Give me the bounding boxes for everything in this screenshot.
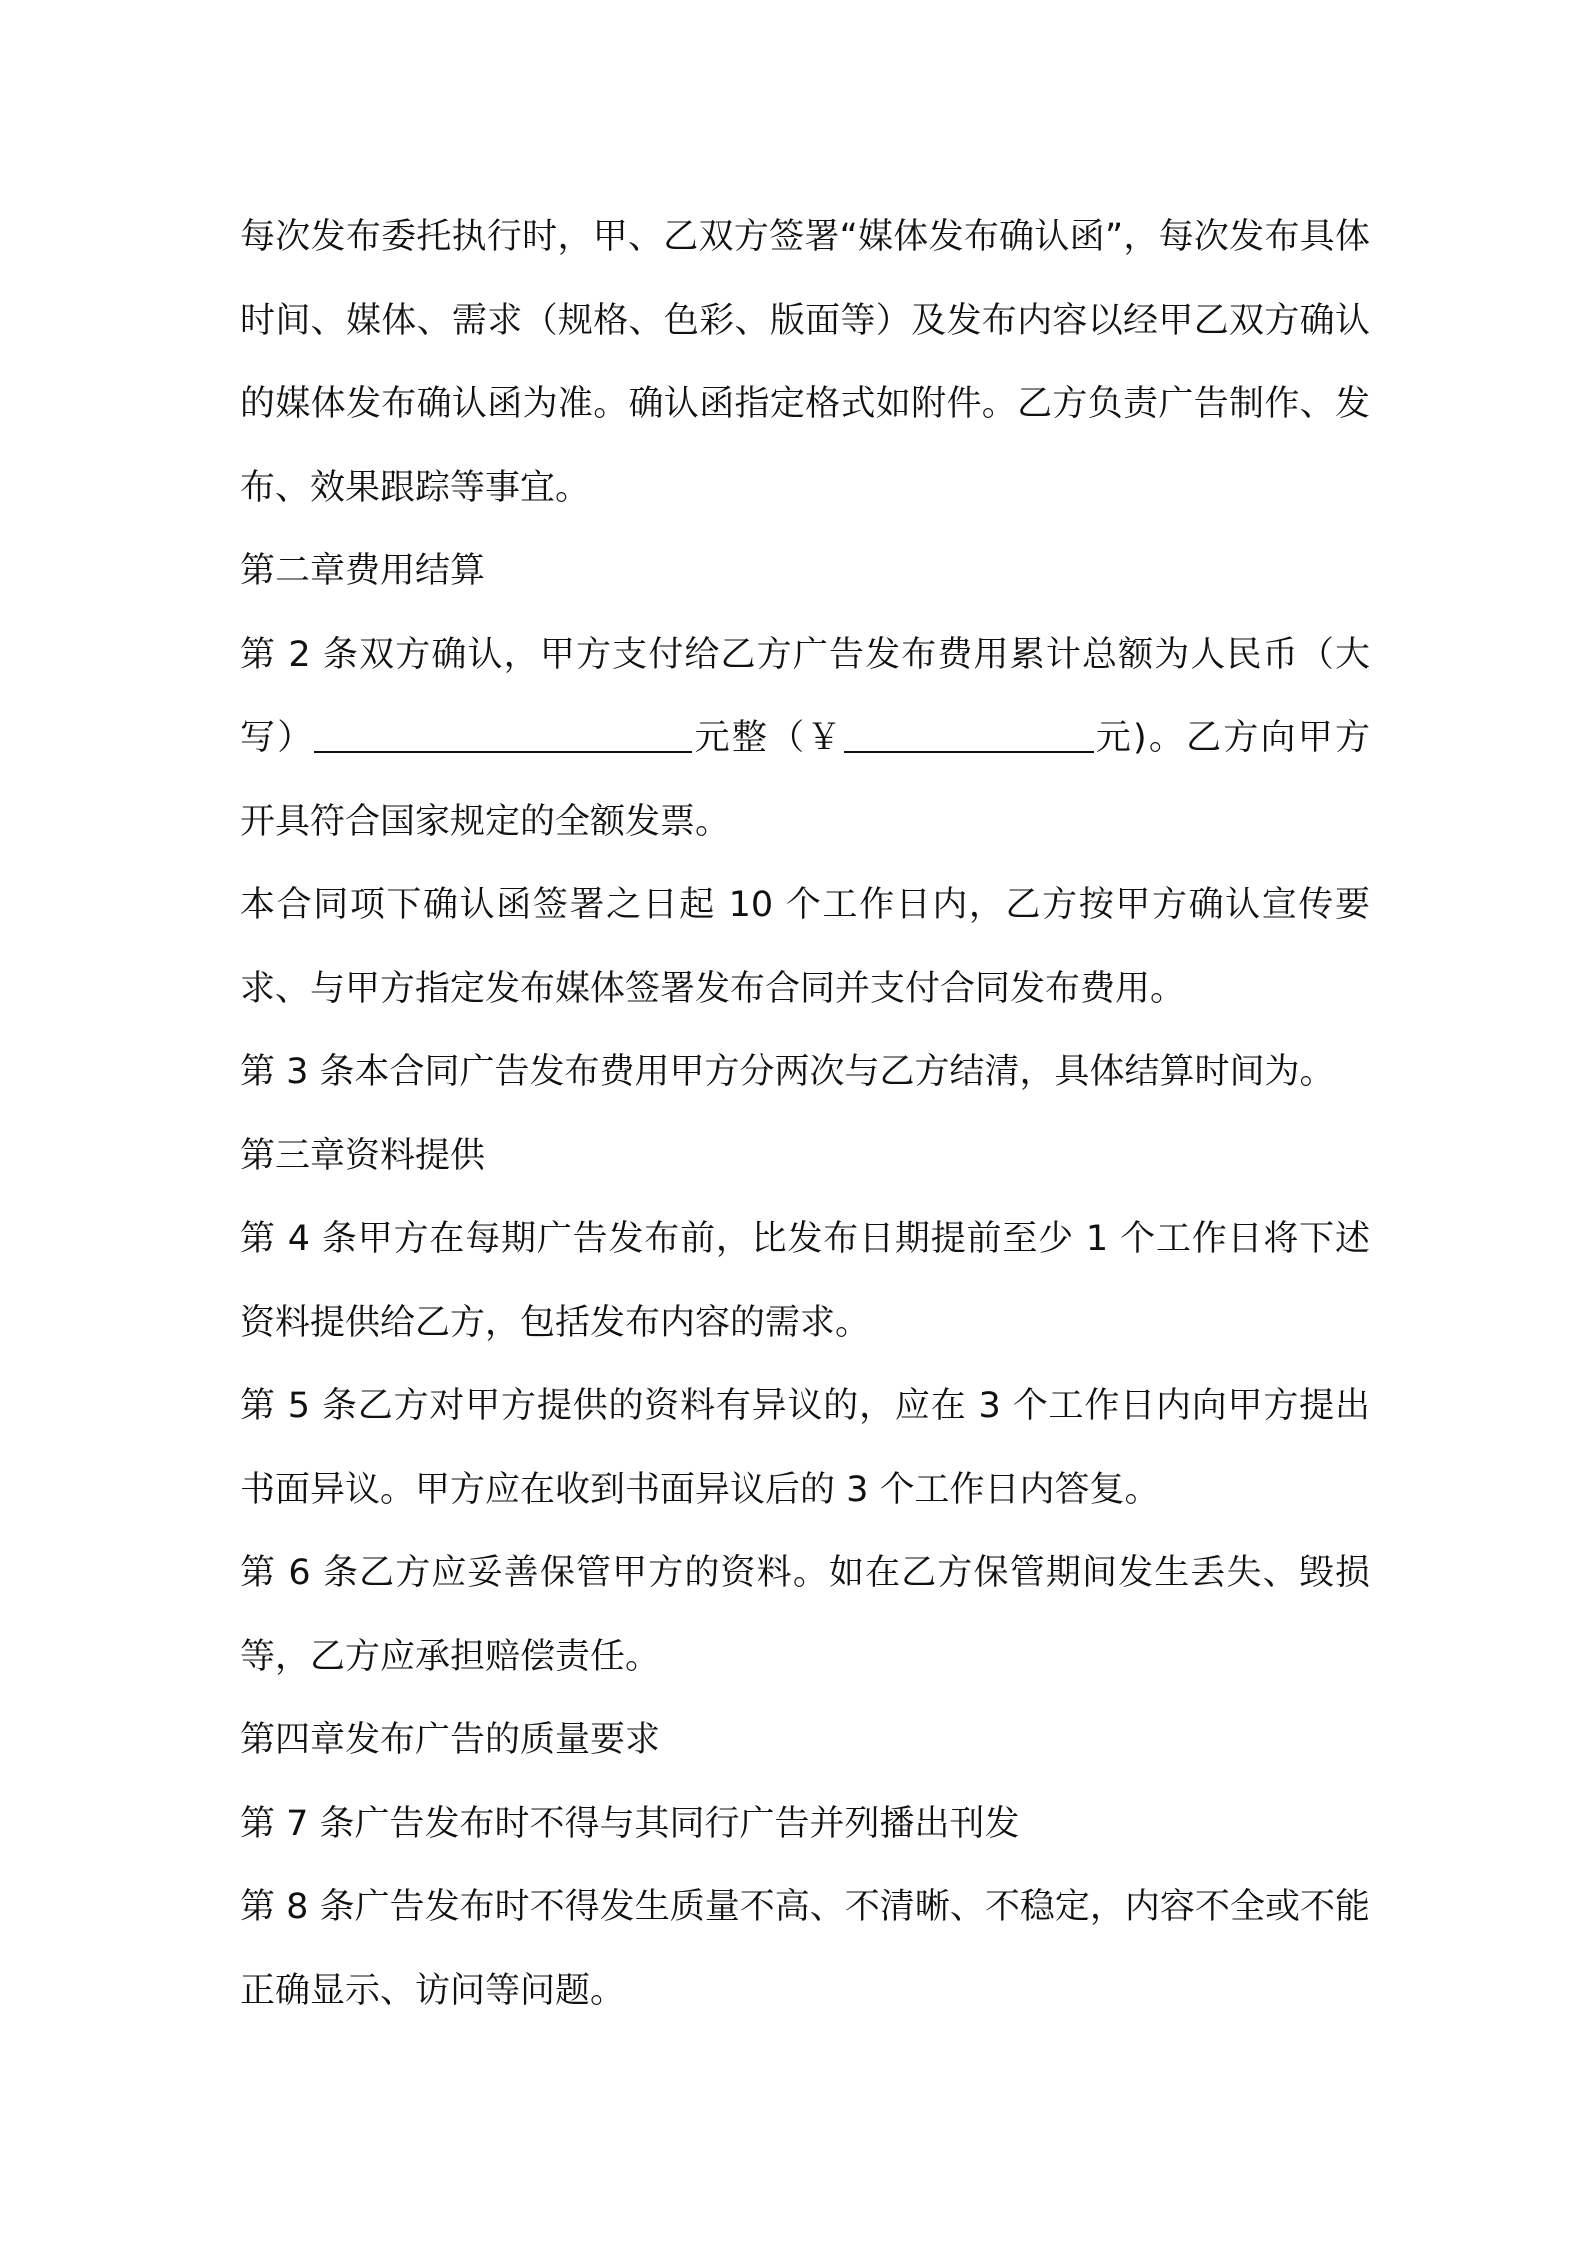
article-2-text-before: 第 2 条双方确认，甲方支付给乙方广告发布费用累计总额为人民币（大写） xyxy=(240,634,1370,758)
article-7-no-competitors: 第 7 条广告发布时不得与其同行广告并列播出刊发 xyxy=(240,1803,1020,1844)
chapter-heading-materials: 第三章资料提供 xyxy=(240,1135,486,1176)
amount-in-words-blank xyxy=(314,716,692,753)
paragraph-payment-deadline: 本合同项下确认函签署之日起 10 个工作日内，乙方按甲方确认宣传要求、与甲方指定发布媒体签署发布合同并支付合同发布费用。 xyxy=(240,885,1370,1009)
article-3-settlement: 第 3 条本合同广告发布费用甲方分两次与乙方结清，具体结算时间为。 xyxy=(240,1052,1335,1092)
article-2-total-fee xyxy=(240,614,1370,865)
chapter-heading-fee-settlement: 第二章费用结算 xyxy=(240,551,486,591)
article-8-quality-issues: 第 8 条广告发布时不得发生质量不高、不清晰、不稳定，内容不全或不能正确显示、访问等问题。 xyxy=(240,1887,1370,2011)
amount-in-figures-blank xyxy=(844,716,1094,753)
document-body xyxy=(240,196,1370,2033)
chapter-heading-quality: 第四章发布广告的质量要求 xyxy=(240,1720,661,1760)
article-2-text-middle: 元整（￥ xyxy=(692,718,844,758)
article-5-objection: 第 5 条乙方对甲方提供的资料有异议的，应在 3 个工作日内向甲方提出书面异议。甲方应在收到书面异议后的 3 个工作日内答复。 xyxy=(240,1386,1370,1510)
paragraph-release-confirmation: 每次发布委托执行时，甲、乙双方签署“媒体发布确认函”，每次发布具体时间、媒体、需求（规格、色彩、版面等）及发布内容以经甲乙双方确认的媒体发布确认函为准。确认函指定格式如附件。乙方负责广告制作、发布、效果跟踪等事宜。 xyxy=(240,217,1370,508)
article-2-text-after: 元)。乙方向甲方开具符合国家规定的全额发票。 xyxy=(240,718,1370,842)
article-4-materials: 第 4 条甲方在每期广告发布前，比发布日期提前至少 1 个工作日将下述资料提供给乙方，包括发布内容的需求。 xyxy=(240,1219,1370,1343)
article-6-safekeeping: 第 6 条乙方应妥善保管甲方的资料。如在乙方保管期间发生丢失、毁损等，乙方应承担赔偿责任。 xyxy=(240,1553,1370,1677)
